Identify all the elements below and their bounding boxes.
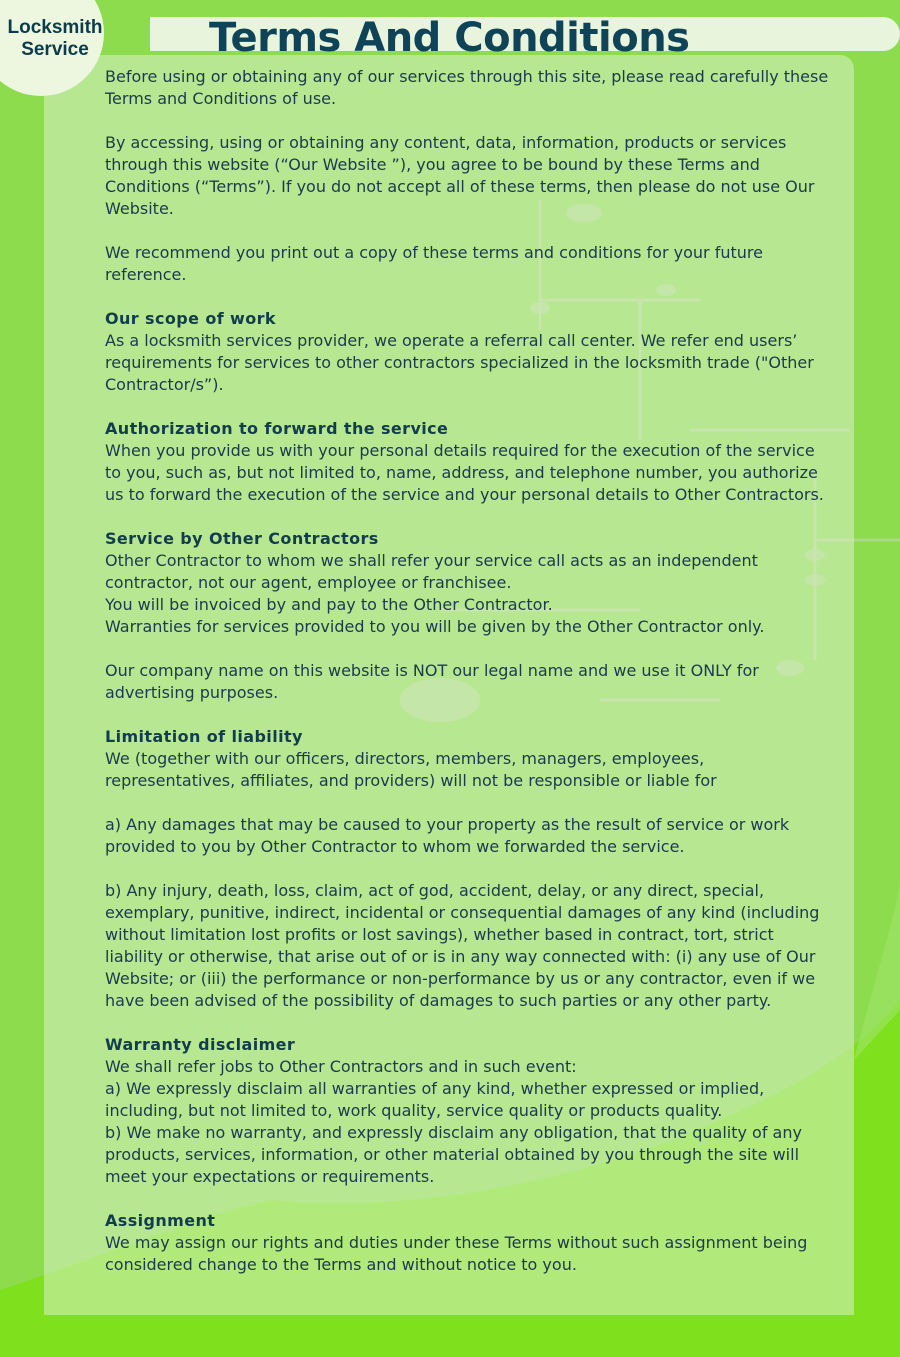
section-scope [105,308,835,396]
section-text: You will be invoiced by and pay to the Other Contractor. [105,595,553,614]
logo-line-2: Service [21,39,89,60]
section-heading: Assignment [105,1211,216,1230]
section-heading: Warranty disclaimer [105,1035,296,1054]
section-assignment [105,1210,835,1276]
intro-paragraph-2: By accessing, using or obtaining any content, data, information, products or services through this website (“Our Website ”), you agree to be bound by these Terms and Conditions (“Terms”). If you do not accept all of these terms, then please do not use Our Website. [105,133,815,218]
section-text: Our company name on this website is NOT our legal name and we use it ONLY for advertising purposes. [105,661,759,702]
section-text: We may assign our rights and duties under these Terms without such assignment being considered change to the Terms and without notice to you. [105,1233,808,1274]
terms-content [105,66,835,1298]
section-text: Other Contractor to whom we shall refer your service call acts as an independent contractor, not our agent, employee or franchisee. [105,551,758,592]
section-text: b) We make no warranty, and expressly disclaim any obligation, that the quality of any products, services, information, or other material obtained by you through the site will meet your expectations or requirements. [105,1123,802,1186]
intro-paragraph-3: We recommend you print out a copy of these terms and conditions for your future reference. [105,243,763,284]
section-text: a) Any damages that may be caused to your property as the result of service or work provided to you by Other Contractor to whom we forwarded the service. [105,815,790,856]
section-text: a) We expressly disclaim all warranties of any kind, whether expressed or implied, including, but not limited to, work quality, service quality or products quality. [105,1079,765,1120]
section-text: We (together with our officers, directors, members, managers, employees, representatives, affiliates, and providers) will not be responsible or liable for [105,749,717,790]
section-heading: Limitation of liability [105,727,303,746]
section-heading: Our scope of work [105,309,276,328]
section-heading: Authorization to forward the service [105,419,449,438]
section-authorization [105,418,835,506]
logo[interactable] [0,17,110,61]
section-warranty [105,1034,835,1188]
intro-paragraph-1: Before using or obtaining any of our services through this site, please read carefully these Terms and Conditions of use. [105,67,829,108]
section-other-contractors [105,528,835,704]
section-text: b) Any injury, death, loss, claim, act of god, accident, delay, or any direct, special, exemplary, punitive, indirect, incidental or consequential damages of any kind (including without limitation lost profits or lost savings), whether based in contract, tort, strict liability or otherwise, that arise out of or is in any way connected with: (i) any use of Our Website; or (iii) the performance or non-performance by us or any contractor, even if we have been advised of the possibility of damages to such parties or any other party. [105,881,820,1010]
section-text: As a locksmith services provider, we operate a referral call center. We refer end users’ requirements for services to other contractors specialized in the locksmith trade ("Other Contractor/s”). [105,331,814,394]
logo-line-1: Locksmith [7,17,103,38]
section-heading: Service by Other Contractors [105,529,379,548]
section-text: We shall refer jobs to Other Contractors and in such event: [105,1057,577,1076]
section-liability [105,726,835,1012]
section-text: When you provide us with your personal details required for the execution of the service to you, such as, but not limited to, name, address, and telephone number, you authorize us to forward the execution of the service and your personal details to Other Contractors. [105,441,824,504]
section-text: Warranties for services provided to you will be given by the Other Contractor only. [105,617,765,636]
page-title: Terms And Conditions [209,15,690,61]
